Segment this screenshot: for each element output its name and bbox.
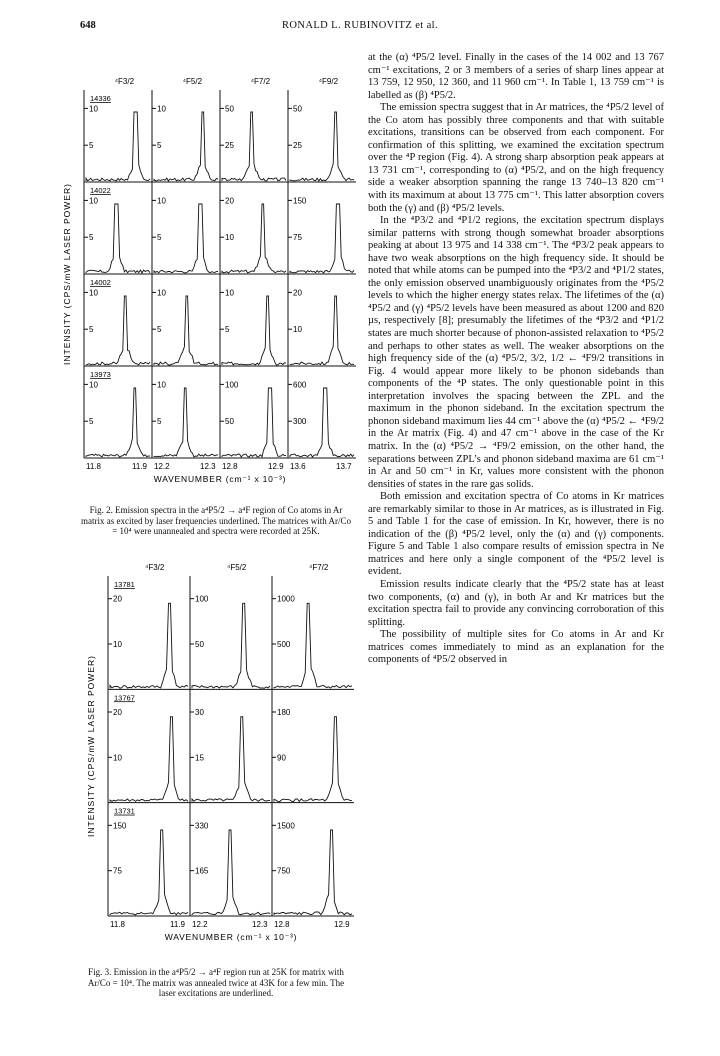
y-axis-label: INTENSITY (CPS/mW LASER POWER) (86, 655, 96, 837)
y-tick-label: 5 (225, 325, 230, 335)
y-tick-label: 75 (293, 233, 302, 243)
y-tick-label: 5 (157, 325, 162, 335)
spectrum-trace (86, 204, 150, 273)
y-tick-label: 10 (113, 640, 122, 649)
y-tick-label: 10 (293, 325, 302, 335)
y-tick-label: 5 (89, 233, 94, 243)
y-tick-label: 20 (293, 288, 302, 298)
excitation-label: 13781 (114, 580, 135, 589)
x-tick-label: 11.8 (86, 462, 101, 471)
spectrum-trace (222, 296, 286, 365)
x-tick-label: 12.3 (252, 920, 268, 929)
figure-2-plot (62, 76, 362, 494)
x-tick-label: 11.8 (110, 920, 125, 929)
y-tick-label: 5 (157, 233, 162, 243)
y-tick-label: 15 (195, 753, 204, 763)
y-tick-label: 10 (157, 288, 166, 298)
x-tick-label: 12.9 (268, 462, 284, 471)
column-label: ⁴F9/2 (318, 77, 339, 86)
y-tick-label: 10 (89, 196, 98, 206)
spectrum-trace (154, 388, 218, 457)
y-tick-label: 10 (225, 288, 234, 298)
column-label: ⁴F3/2 (144, 563, 165, 572)
figure-2 (62, 76, 362, 494)
y-tick-label: 500 (277, 640, 291, 649)
x-tick-label: 12.8 (222, 462, 238, 471)
y-tick-label: 600 (293, 380, 307, 390)
y-tick-label: 100 (195, 594, 209, 604)
y-tick-label: 20 (113, 594, 122, 604)
x-tick-label: 12.3 (200, 462, 216, 471)
excitation-label: 14336 (90, 94, 111, 103)
x-tick-label: 11.9 (132, 462, 147, 471)
y-tick-label: 1000 (277, 594, 295, 604)
x-axis-label: WAVENUMBER (cm⁻¹ x 10⁻³) (153, 474, 287, 484)
y-tick-label: 10 (157, 196, 166, 206)
y-tick-label: 20 (113, 708, 122, 717)
excitation-label: 13767 (114, 693, 135, 703)
column-label: ⁴F5/2 (226, 563, 247, 572)
column-label: ⁴F5/2 (182, 77, 203, 86)
excitation-label: 13973 (90, 370, 111, 379)
y-tick-label: 50 (225, 417, 234, 427)
paragraph-6: The possibility of multiple sites for Co atoms in Ar and Kr matrices comes immediately to mind as an explanation for the components of ⁴P5/2 observed in (368, 629, 664, 666)
figure-3-plot (84, 562, 358, 957)
y-tick-label: 10 (225, 233, 234, 243)
y-tick-label: 10 (89, 288, 98, 298)
y-tick-label: 180 (277, 708, 291, 717)
y-tick-label: 10 (113, 753, 122, 763)
x-tick-label: 12.2 (192, 920, 208, 929)
y-tick-label: 90 (277, 753, 286, 763)
x-tick-label: 13.6 (290, 462, 306, 471)
column-label: ⁴F7/2 (250, 77, 271, 86)
figure-3-caption: Fig. 3. Emission in the a⁴P5/2 → a⁴F region run at 25K for matrix with Ar/Co = 10⁴. The matrix was annealed twice at 43K for a few min. The laser excitations are underlined. (87, 967, 345, 998)
y-tick-label: 100 (225, 380, 239, 390)
y-axis-label: INTENSITY (CPS/mW LASER POWER) (62, 183, 72, 365)
y-tick-label: 330 (195, 821, 209, 831)
y-tick-label: 5 (89, 417, 94, 427)
y-tick-label: 75 (113, 866, 122, 876)
running-authors: RONALD L. RUBINOVITZ et al. (281, 20, 439, 31)
y-tick-label: 30 (195, 708, 204, 717)
y-tick-label: 25 (293, 141, 302, 151)
spectrum-trace (86, 296, 150, 365)
y-tick-label: 165 (195, 866, 209, 876)
y-tick-label: 10 (89, 380, 98, 390)
x-tick-label: 11.9 (170, 920, 185, 929)
column-label: ⁴F7/2 (308, 563, 329, 572)
y-tick-label: 25 (225, 141, 234, 151)
x-tick-label: 12.8 (274, 920, 290, 929)
x-tick-label: 13.7 (336, 462, 352, 471)
running-header (0, 20, 720, 36)
y-tick-label: 50 (195, 640, 204, 649)
figure-2-caption: Fig. 2. Emission spectra in the a⁴P5/2 → a⁴F region of Co atoms in Ar matrix as excited by laser frequencies underlined. The matrices with Ar/Co = 10⁴ were unannealed and spectra were recorded at 25K. (81, 505, 351, 536)
page-number: 648 (80, 20, 96, 31)
paragraph-5: Emission results indicate clearly that the ⁴P5/2 state has at least two components, (α) and (γ), in both Ar and Kr matrices but the excitation spectra fail to provide any convincing corroboration of this splitting. (368, 578, 664, 628)
y-tick-label: 10 (89, 104, 98, 114)
y-tick-label: 5 (157, 417, 162, 427)
paragraph-2: The emission spectra suggest that in Ar matrices, the ⁴P5/2 level of the Co atom has possibly three components and that with suitable excitations, transitions can be observed from each component. For confirmation of this splitting, we examined the excitation spectrum over the ⁴P region (Fig. 4). A strong sharp absorption peak appears at 13 731 cm⁻¹, corresponding to (α) ⁴P5/2, and on the high frequency side a weaker absorption spanning the range 13 740–13 820 cm⁻¹ with its maximum at about 13 775 cm⁻¹. This latter absorption covers both the (γ) and (β) ⁴P5/2 levels. (368, 102, 664, 214)
excitation-label: 14002 (90, 278, 111, 287)
y-tick-label: 1500 (277, 821, 295, 831)
excitation-label: 13731 (114, 806, 135, 816)
figure-3 (84, 562, 358, 957)
y-tick-label: 50 (293, 104, 302, 114)
spectrum-trace (86, 388, 150, 457)
y-tick-label: 50 (225, 104, 234, 114)
x-tick-label: 12.9 (334, 920, 350, 929)
body-text-column (368, 52, 664, 667)
y-tick-label: 750 (277, 866, 291, 876)
y-tick-label: 300 (293, 417, 307, 427)
y-tick-label: 150 (113, 821, 127, 831)
y-tick-label: 5 (157, 141, 162, 151)
y-tick-label: 5 (89, 141, 94, 151)
spectrum-trace (154, 112, 218, 181)
paragraph-4: Both emission and excitation spectra of Co atoms in Kr matrices are remarkably similar to those in Ar matrices, as is illustrated in Fig. 5 and Table 1 for the case of emission. In Kr, however, there is no indication of the (β) ⁴P5/2 level, only the (α) and (γ) components. Figure 5 and Table 1 also compare results of emission spectra in Ne matrices and here only a single component of the ⁴P5/2 level is evident. (368, 491, 664, 578)
x-tick-label: 12.2 (154, 462, 170, 471)
y-tick-label: 20 (225, 196, 234, 206)
paragraph-1: at the (α) ⁴P5/2 level. Finally in the cases of the 14 002 and 13 767 cm⁻¹ excitations, 2 or 3 members of a series of sharp lines appear at 13 759, 12 950, 12 360, and 11 960 cm⁻¹. In Table 1, 13 759 cm⁻¹ is labelled as (β) ⁴P5/2. (368, 52, 664, 101)
y-tick-label: 10 (157, 380, 166, 390)
spectrum-trace (154, 204, 218, 273)
y-tick-label: 5 (89, 325, 94, 335)
x-axis-label: WAVENUMBER (cm⁻¹ x 10⁻³) (164, 932, 298, 942)
spectrum-trace (86, 112, 150, 181)
y-tick-label: 150 (293, 196, 307, 206)
excitation-label: 14022 (90, 186, 111, 195)
paragraph-3: In the ⁴P3/2 and ⁴P1/2 regions, the excitation spectrum displays similar patterns with strong though somewhat broader absorptions peaking at about 13 975 and 14 338 cm⁻¹. The ⁴P3/2 peak appears to have two weak absorptions on the high frequency side. It should be noted that while atoms can be pumped into the ⁴P3/2 and ⁴P1/2 states, the only emission observed unambiguously originates from the ⁴P5/2 levels to which the higher energy states relax. The lifetimes of the (α) ⁴P5/2 and (γ) ⁴P5/2 levels have been measured as about 1200 and 820 µs, respectively [8]; presumably the lifetimes of the ⁴P3/2 and ⁴P1/2 states are much shorter because of phonon-assisted relaxation to ⁴P5/2 and perhaps to other states as well. The weaker absorptions on the high frequency side of the (α) ⁴P5/2, 3/2, 1/2 ← ⁴F9/2 transitions in Fig. 4 would appear more likely to be phonon sidebands than components of the ⁴P states. The only questionable point in this interpretation involves the spacing between the ZPL and the maximum in the phonon sideband. In the excitation spectrum the phonon sideband maximum lies 44 cm⁻¹ above the (α) ⁴P5/2 ← ⁴F9/2 in the Ar matrix (Fig. 4) and 47 cm⁻¹ above in the case of the Kr matrix. In the (α) ⁴P5/2 → ⁴F9/2 emission, on the other hand, the separations between ZPL’s and phonon sideband maxima are 61 cm⁻¹ in Ar and 50 cm⁻¹ in Kr, values more consistent with the phonon densities of states in the rare gas solids. (368, 215, 664, 490)
y-tick-label: 10 (157, 104, 166, 114)
column-label: ⁴F3/2 (114, 77, 135, 86)
spectrum-trace (154, 296, 218, 365)
